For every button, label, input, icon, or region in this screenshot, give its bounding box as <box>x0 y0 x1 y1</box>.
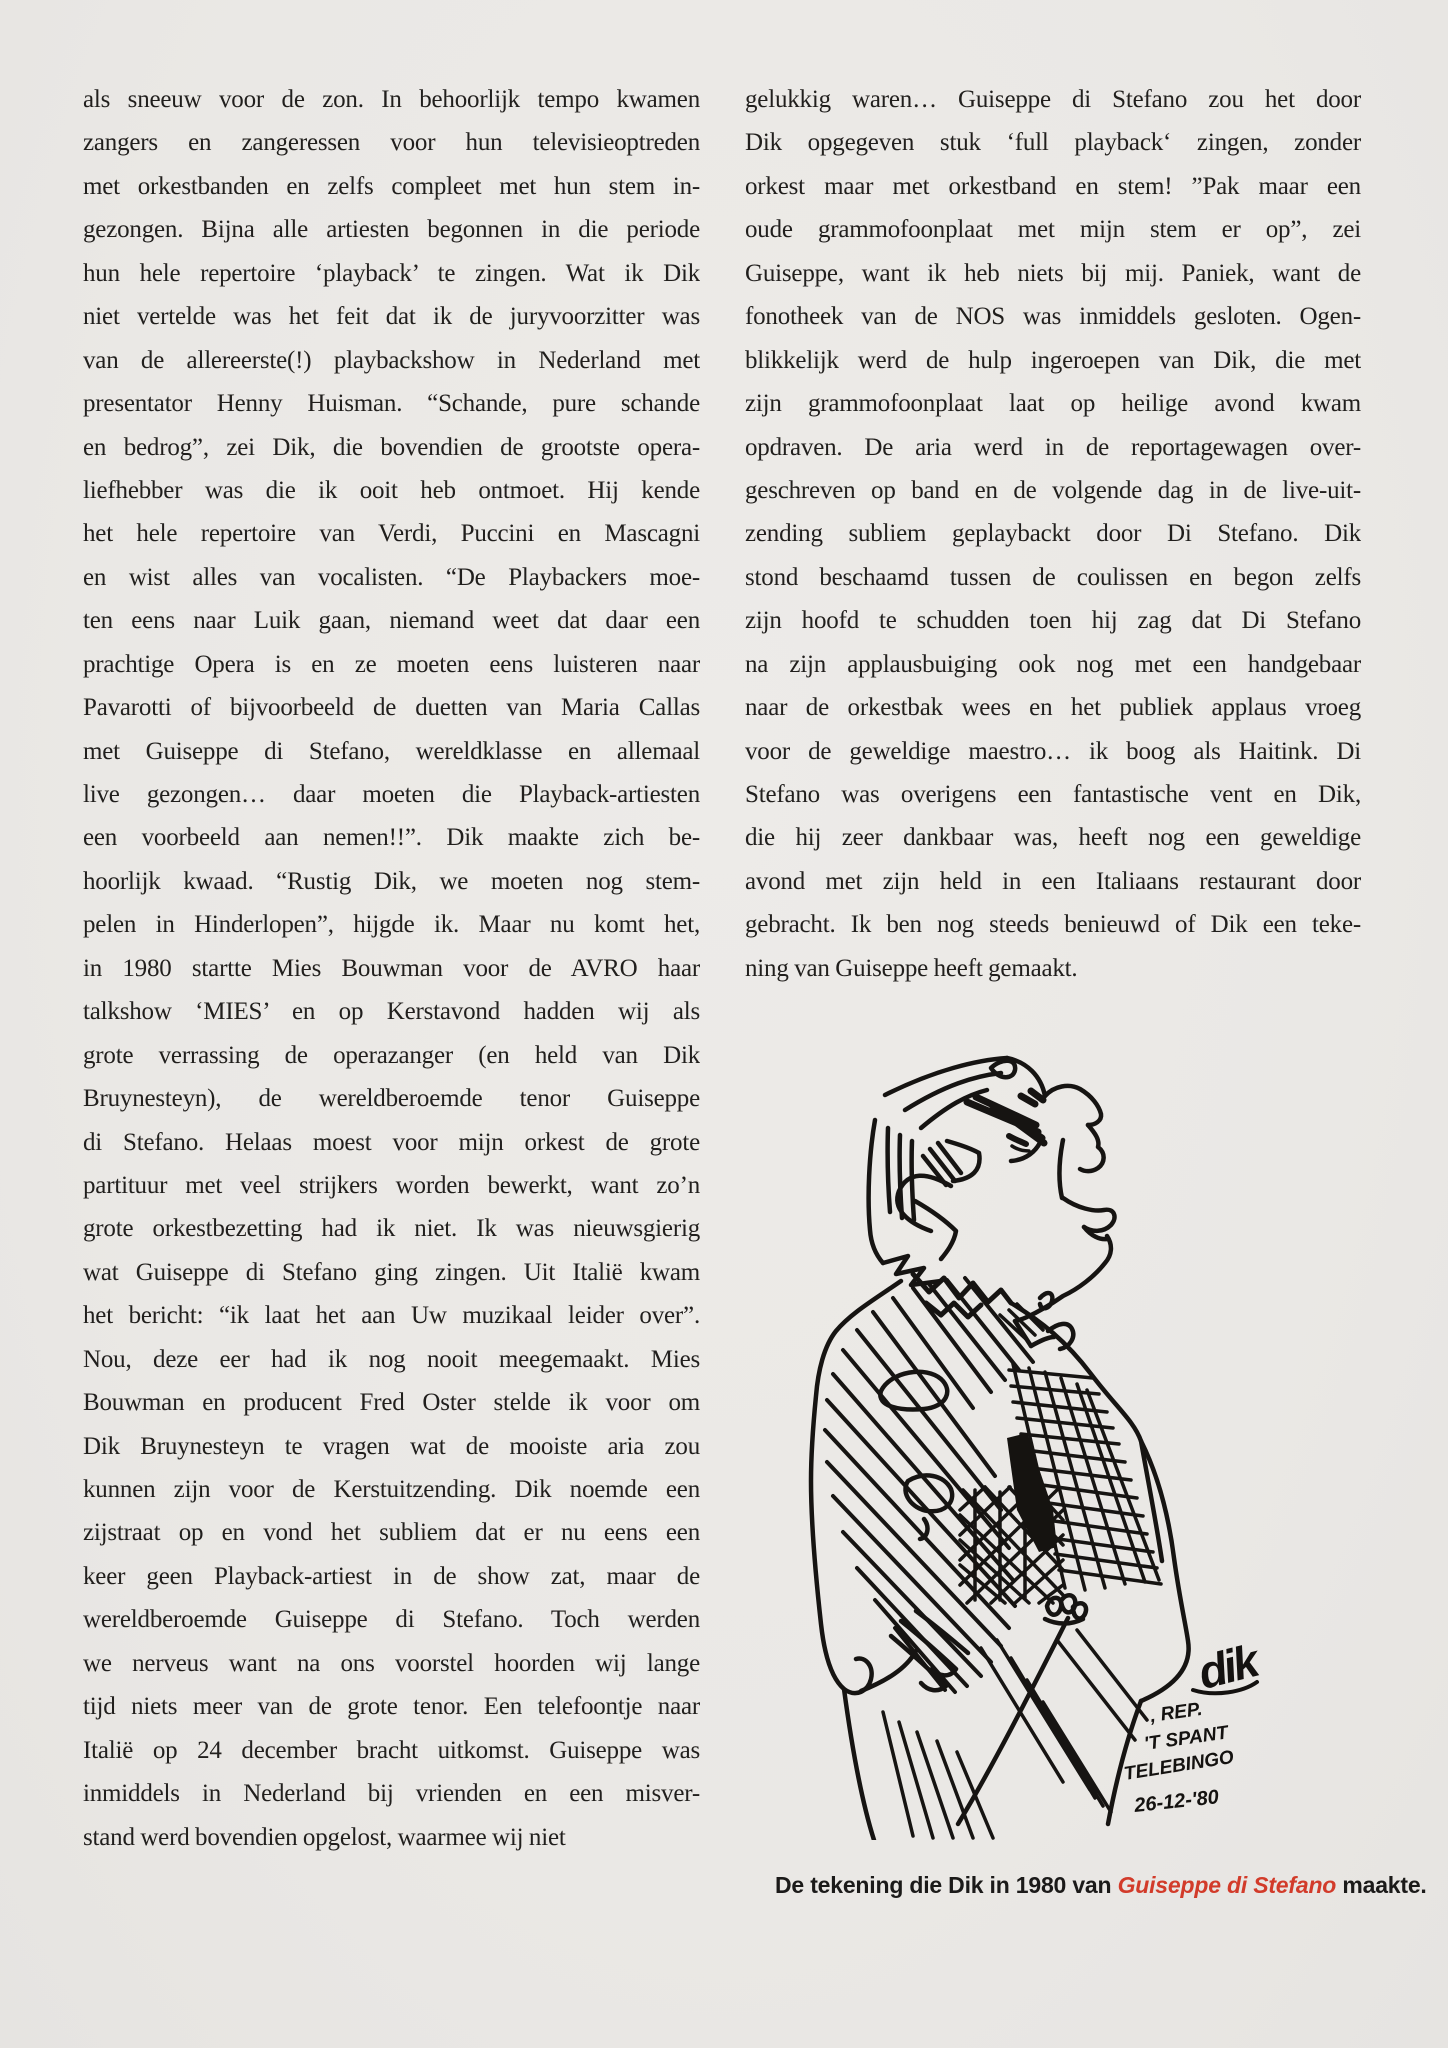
inscription-line-1: , REP. <box>1148 1698 1204 1727</box>
text-line: en bedrog”, zei Dik, die bovendien de grootste opera- <box>83 433 700 461</box>
figure-back-hatching <box>825 1278 1033 1692</box>
text-line: die hij zeer dankbaar was, heeft nog een geweldige <box>745 824 1361 852</box>
inscription-line-3: TELEBINGO <box>1122 1746 1236 1785</box>
text-line: Nou, deze eer had ik nog nooit meegemaakt. Mies <box>83 1345 700 1373</box>
drawing-caption <box>775 1872 1427 1899</box>
text-line: partituur met veel strijkers worden bewerkt, want zo’n <box>83 1171 700 1199</box>
text-line: prachtige Opera is en ze moeten eens luisteren naar <box>83 650 700 678</box>
text-line: live gezongen… daar moeten die Playback-artiesten <box>83 781 700 808</box>
text-line: het hele repertoire van Verdi, Puccini en Mascagni <box>83 520 700 548</box>
text-line: in 1980 startte Mies Bouwman voor de AVRO haar <box>83 954 700 982</box>
text-line: opdraven. De aria werd in de reportagewagen over- <box>745 433 1361 461</box>
text-line: wat Guiseppe di Stefano ging zingen. Uit Italië kwam <box>83 1258 700 1286</box>
inscription-line-2: 'T SPANT <box>1142 1722 1230 1755</box>
text-line: grote orkestbezetting had ik niet. Ik was nieuwsgierig <box>83 1215 700 1243</box>
figure-head-lines <box>869 1058 1115 1321</box>
text-line: Dik Bruynesteyn te vragen wat de mooiste aria zou <box>83 1432 700 1460</box>
text-line: niet vertelde was het feit dat ik de juryvoorzitter was <box>83 303 700 331</box>
text-line: Guiseppe, want ik heb niets bij mij. Paniek, want de <box>745 259 1361 287</box>
text-line: stand werd bovendien opgelost, waarmee wij niet <box>83 1823 566 1851</box>
text-line: oude grammofoonplaat met mijn stem er op”, zei <box>745 216 1361 244</box>
text-line: di Stefano. Helaas moest voor mijn orkest de grote <box>83 1128 700 1156</box>
text-line: Italië op 24 december bracht uitkomst. Guiseppe was <box>83 1736 700 1764</box>
inscription-line-4: 26-12-'80 <box>1133 1786 1220 1817</box>
text-line: van de allereerste(!) playbackshow in Nederland met <box>83 346 700 374</box>
text-line: Pavarotti of bijvoorbeeld de duetten van Maria Callas <box>83 694 700 722</box>
text-line: blikkelijk werd de hulp ingeroepen van Dik, die met <box>745 346 1361 374</box>
caption-text-post: maakte. <box>1336 1872 1427 1898</box>
figure-eyebrow <box>967 1091 1044 1143</box>
text-line: zijstraat op en vond het subliem dat er nu eens een <box>83 1519 700 1547</box>
text-line: gebracht. Ik ben nog steeds benieuwd of Dik een teke- <box>745 911 1361 939</box>
text-line: presentator Henny Huisman. “Schande, pure schande <box>83 390 700 418</box>
text-line: pelen in Hinderlopen”, hijgde ik. Maar nu komt het, <box>83 911 700 939</box>
text-line: en wist alles van vocalisten. “De Playbackers moe- <box>83 563 700 591</box>
text-line: we nerveus want na ons voorstel hoorden wij lange <box>83 1649 700 1677</box>
text-line: zangers en zangeressen voor hun televisieoptreden <box>83 129 700 157</box>
text-line: wereldberoemde Guiseppe di Stefano. Toch werden <box>83 1606 700 1634</box>
text-line: zijn grammofoonplaat laat op heilige avond kwam <box>745 390 1361 418</box>
text-line: naar de orkestbak wees en het publiek applaus vroeg <box>745 694 1361 722</box>
text-line: geschreven op band en de volgende dag in de live-uit- <box>745 476 1361 504</box>
artist-signature: dik <box>1192 1634 1262 1699</box>
caption-highlight-name: Guiseppe di Stefano <box>1117 1872 1337 1898</box>
text-line: inmiddels in Nederland bij vrienden en een misver- <box>83 1780 700 1808</box>
text-line: gezongen. Bijna alle artiesten begonnen in die periode <box>83 216 700 244</box>
text-column-left <box>83 78 700 1859</box>
text-line: zending subliem geplaybackt door Di Stefano. Dik <box>745 520 1361 548</box>
text-line: na zijn applausbuiging ook nog met een handgebaar <box>745 650 1361 678</box>
text-line: liefhebber was die ik ooit heb ontmoet. Hij kende <box>83 476 700 504</box>
text-column-right <box>745 78 1361 990</box>
text-line: met orkestbanden en zelfs compleet met hun stem in- <box>83 172 700 200</box>
text-line: kunnen zijn voor de Kerstuitzending. Dik noemde een <box>83 1476 700 1503</box>
text-line: een voorbeeld aan nemen!!”. Dik maakte zich be- <box>83 824 700 852</box>
text-line: orkest maar met orkestband en stem! ”Pak maar een <box>745 172 1361 200</box>
text-line: stond beschaamd tussen de coulissen en begon zelfs <box>745 563 1361 591</box>
text-line: Bruynesteyn), de wereldberoemde tenor Guiseppe <box>83 1085 700 1113</box>
caricature-drawing <box>795 1040 1275 1840</box>
text-line: avond met zijn held in een Italiaans restaurant door <box>745 867 1361 895</box>
text-line: zijn hoofd te schudden toen hij zag dat Di Stefano <box>745 607 1361 635</box>
text-line: hoorlijk kwaad. “Rustig Dik, we moeten nog stem- <box>83 867 700 895</box>
caption-text-pre: De tekening die Dik in 1980 van <box>775 1872 1118 1898</box>
text-line: voor de geweldige maestro… ik boog als Haitink. Di <box>745 737 1361 765</box>
figure-eye <box>1009 1136 1026 1144</box>
text-line: het bericht: “ik laat het aan Uw muzikaal leider over”. <box>83 1302 700 1330</box>
text-line: talkshow ‘MIES’ en op Kerstavond hadden wij als <box>83 998 700 1026</box>
text-line: gelukkig waren… Guiseppe di Stefano zou het door <box>745 86 1361 113</box>
text-line: grote verrassing de operazanger (en held van Dik <box>83 1041 700 1069</box>
text-line: met Guiseppe di Stefano, wereldklasse en allemaal <box>83 737 700 765</box>
text-line: fonotheek van de NOS was inmiddels gesloten. Ogen- <box>745 303 1361 331</box>
text-line: ten eens naar Luik gaan, niemand weet dat daar een <box>83 607 700 635</box>
text-line: Bouwman en producent Fred Oster stelde ik voor om <box>83 1389 700 1417</box>
text-line: hun hele repertoire ‘playback’ te zingen. Wat ik Dik <box>83 259 700 287</box>
text-line: Stefano was overigens een fantastische vent en Dik, <box>745 781 1361 808</box>
text-line: tijd niets meer van de grote tenor. Een telefoontje naar <box>83 1693 700 1721</box>
text-line: ning van Guiseppe heeft gemaakt. <box>745 954 1078 982</box>
text-line: Dik opgegeven stuk ‘full playback‘ zingen, zonder <box>745 129 1361 157</box>
text-line: keer geen Playback-artiest in de show zat, maar de <box>83 1562 700 1590</box>
text-line: als sneeuw voor de zon. In behoorlijk tempo kwamen <box>83 86 700 113</box>
